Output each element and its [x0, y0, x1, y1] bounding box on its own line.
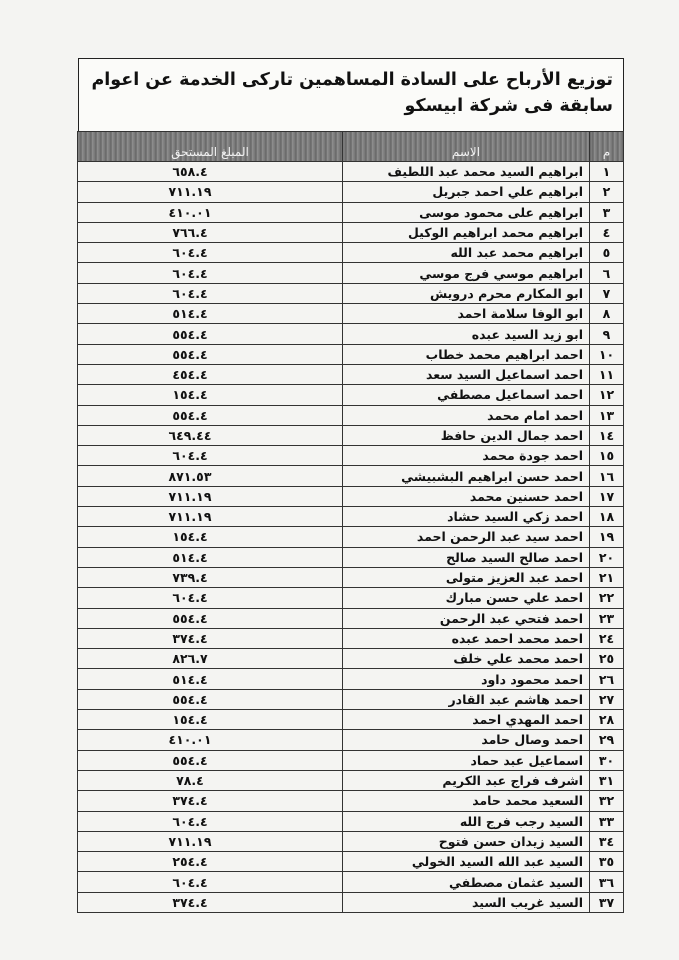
table-row	[78, 466, 624, 486]
row-amount: ٥٥٤.٤	[78, 750, 343, 770]
table-row	[78, 486, 624, 506]
row-name: احمد جمال الدين حافظ	[343, 425, 590, 445]
row-number: ٤	[590, 222, 624, 242]
row-number: ٣٧	[590, 892, 624, 912]
table-row	[78, 588, 624, 608]
row-number: ٢٩	[590, 730, 624, 750]
row-amount: ٢٥٤.٤	[78, 852, 343, 872]
row-amount: ٦٠٤.٤	[78, 446, 343, 466]
table-row	[78, 831, 624, 851]
header-amount: المبلغ المستحق	[78, 132, 343, 162]
row-amount: ٦٠٤.٤	[78, 263, 343, 283]
row-name: ابراهيم محمد ابراهيم الوكيل	[343, 222, 590, 242]
row-name: احمد سيد عبد الرحمن احمد	[343, 527, 590, 547]
table-row	[78, 364, 624, 384]
row-amount: ٧١١.١٩	[78, 182, 343, 202]
table-body	[78, 162, 624, 913]
row-number: ١٣	[590, 405, 624, 425]
row-name: احمد فتحي عبد الرحمن	[343, 608, 590, 628]
table-row	[78, 730, 624, 750]
header-name: الاسم	[343, 132, 590, 162]
page-title: توزيع الأرباح على السادة المساهمين تاركى الخدمة عن اعوام سابقة فى شركة ابيسكو	[91, 70, 613, 116]
row-amount: ٨٧١.٥٣	[78, 466, 343, 486]
row-amount: ٧٨.٤	[78, 770, 343, 790]
row-name: احمد عبد العزيز متولى	[343, 567, 590, 587]
row-number: ٩	[590, 324, 624, 344]
table-row	[78, 872, 624, 892]
table-row	[78, 750, 624, 770]
row-name: احمد ابراهيم محمد خطاب	[343, 344, 590, 364]
row-number: ٢١	[590, 567, 624, 587]
row-number: ١٧	[590, 486, 624, 506]
table-header-row	[78, 132, 624, 162]
table-row	[78, 324, 624, 344]
row-number: ٣٤	[590, 831, 624, 851]
row-amount: ٧١١.١٩	[78, 831, 343, 851]
row-number: ١٠	[590, 344, 624, 364]
row-number: ٢٣	[590, 608, 624, 628]
row-amount: ٦٠٤.٤	[78, 283, 343, 303]
row-name: احمد حسنين محمد	[343, 486, 590, 506]
row-number: ٣٠	[590, 750, 624, 770]
row-amount: ٦٠٤.٤	[78, 872, 343, 892]
row-name: احمد محمود داود	[343, 669, 590, 689]
table-row	[78, 446, 624, 466]
table-row	[78, 527, 624, 547]
row-number: ٢٦	[590, 669, 624, 689]
table-row	[78, 567, 624, 587]
row-name: احمد جودة محمد	[343, 446, 590, 466]
row-number: ٢٤	[590, 628, 624, 648]
row-name: السيد غريب السيد	[343, 892, 590, 912]
row-number: ٦	[590, 263, 624, 283]
row-name: ابو الوفا سلامة احمد	[343, 304, 590, 324]
row-amount: ٥٥٤.٤	[78, 405, 343, 425]
table-row	[78, 710, 624, 730]
row-number: ١٥	[590, 446, 624, 466]
table-row	[78, 344, 624, 364]
row-number: ٢	[590, 182, 624, 202]
row-amount: ٦٤٩.٤٤	[78, 425, 343, 445]
row-name: ابراهيم على محمود موسى	[343, 202, 590, 222]
row-amount: ٥٥٤.٤	[78, 689, 343, 709]
row-number: ١١	[590, 364, 624, 384]
row-number: ٥	[590, 243, 624, 263]
shareholders-table	[77, 131, 624, 913]
row-amount: ٣٧٤.٤	[78, 892, 343, 912]
row-name: السيد زيدان حسن فتوح	[343, 831, 590, 851]
table-row	[78, 202, 624, 222]
table-row	[78, 304, 624, 324]
title-box	[78, 58, 624, 131]
row-name: ابو زيد السيد عبده	[343, 324, 590, 344]
row-amount: ٥٥٤.٤	[78, 344, 343, 364]
table-row	[78, 892, 624, 912]
document	[78, 58, 624, 913]
table-row	[78, 385, 624, 405]
row-amount: ٧١١.١٩	[78, 507, 343, 527]
row-number: ٧	[590, 283, 624, 303]
row-name: احمد وصال حامد	[343, 730, 590, 750]
row-amount: ٣٧٤.٤	[78, 791, 343, 811]
row-number: ١٨	[590, 507, 624, 527]
row-name: السيد عبد الله السيد الخولي	[343, 852, 590, 872]
row-number: ٣١	[590, 770, 624, 790]
row-number: ٣٦	[590, 872, 624, 892]
row-number: ٢٧	[590, 689, 624, 709]
row-name: احمد اسماعيل السيد سعد	[343, 364, 590, 384]
row-name: ابراهيم السيد محمد عبد اللطيف	[343, 162, 590, 182]
row-name: احمد امام محمد	[343, 405, 590, 425]
row-name: ابراهيم موسي فرج موسي	[343, 263, 590, 283]
row-number: ٢٢	[590, 588, 624, 608]
table-row	[78, 811, 624, 831]
row-amount: ٧٣٩.٤	[78, 567, 343, 587]
table-row	[78, 791, 624, 811]
row-name: السيد عثمان مصطفي	[343, 872, 590, 892]
row-number: ١٦	[590, 466, 624, 486]
table-row	[78, 263, 624, 283]
row-name: ابراهيم محمد عبد الله	[343, 243, 590, 263]
row-amount: ٧٦٦.٤	[78, 222, 343, 242]
row-name: احمد محمد احمد عبده	[343, 628, 590, 648]
row-amount: ٥١٤.٤	[78, 547, 343, 567]
row-number: ٨	[590, 304, 624, 324]
table-row	[78, 608, 624, 628]
row-name: احمد صالح السيد صالح	[343, 547, 590, 567]
row-name: احمد زكي السيد حشاد	[343, 507, 590, 527]
row-name: احمد محمد علي خلف	[343, 649, 590, 669]
table-row	[78, 628, 624, 648]
row-amount: ١٥٤.٤	[78, 385, 343, 405]
table-row	[78, 405, 624, 425]
row-number: ٣	[590, 202, 624, 222]
row-name: اشرف فراج عبد الكريم	[343, 770, 590, 790]
row-amount: ١٥٤.٤	[78, 710, 343, 730]
row-number: ١٩	[590, 527, 624, 547]
row-name: احمد حسن ابراهيم البشبيشي	[343, 466, 590, 486]
row-name: احمد هاشم عبد القادر	[343, 689, 590, 709]
row-name: احمد المهدي احمد	[343, 710, 590, 730]
row-name: احمد اسماعيل مصطفي	[343, 385, 590, 405]
row-amount: ٦٥٨.٤	[78, 162, 343, 182]
row-amount: ٥١٤.٤	[78, 669, 343, 689]
row-amount: ٧١١.١٩	[78, 486, 343, 506]
table-row	[78, 689, 624, 709]
row-amount: ٤١٠.٠١	[78, 730, 343, 750]
row-name: احمد علي حسن مبارك	[343, 588, 590, 608]
row-amount: ٦٠٤.٤	[78, 811, 343, 831]
row-number: ٣٥	[590, 852, 624, 872]
table-row	[78, 547, 624, 567]
row-number: ٢٨	[590, 710, 624, 730]
row-amount: ٦٠٤.٤	[78, 588, 343, 608]
row-amount: ٥٥٤.٤	[78, 324, 343, 344]
table-row	[78, 162, 624, 182]
header-num: م	[590, 132, 624, 162]
row-amount: ٦٠٤.٤	[78, 243, 343, 263]
row-amount: ٥٥٤.٤	[78, 608, 343, 628]
row-name: اسماعيل عبد حماد	[343, 750, 590, 770]
row-number: ٣٢	[590, 791, 624, 811]
row-number: ١	[590, 162, 624, 182]
row-amount: ٣٧٤.٤	[78, 628, 343, 648]
row-name: السيد رجب فرج الله	[343, 811, 590, 831]
table-row	[78, 649, 624, 669]
row-number: ٢٠	[590, 547, 624, 567]
row-amount: ٥١٤.٤	[78, 304, 343, 324]
row-amount: ١٥٤.٤	[78, 527, 343, 547]
row-amount: ٤١٠.٠١	[78, 202, 343, 222]
row-amount: ٨٢٦.٧	[78, 649, 343, 669]
table-row	[78, 770, 624, 790]
table-row	[78, 222, 624, 242]
row-number: ١٢	[590, 385, 624, 405]
row-name: ابراهيم علي احمد جبريل	[343, 182, 590, 202]
row-number: ٢٥	[590, 649, 624, 669]
table-row	[78, 425, 624, 445]
table-row	[78, 507, 624, 527]
table-row	[78, 669, 624, 689]
row-name: ابو المكارم محرم درويش	[343, 283, 590, 303]
table-row	[78, 182, 624, 202]
table-row	[78, 852, 624, 872]
row-name: السعيد محمد حامد	[343, 791, 590, 811]
row-amount: ٤٥٤.٤	[78, 364, 343, 384]
row-number: ١٤	[590, 425, 624, 445]
table-row	[78, 283, 624, 303]
row-number: ٣٣	[590, 811, 624, 831]
table-row	[78, 243, 624, 263]
